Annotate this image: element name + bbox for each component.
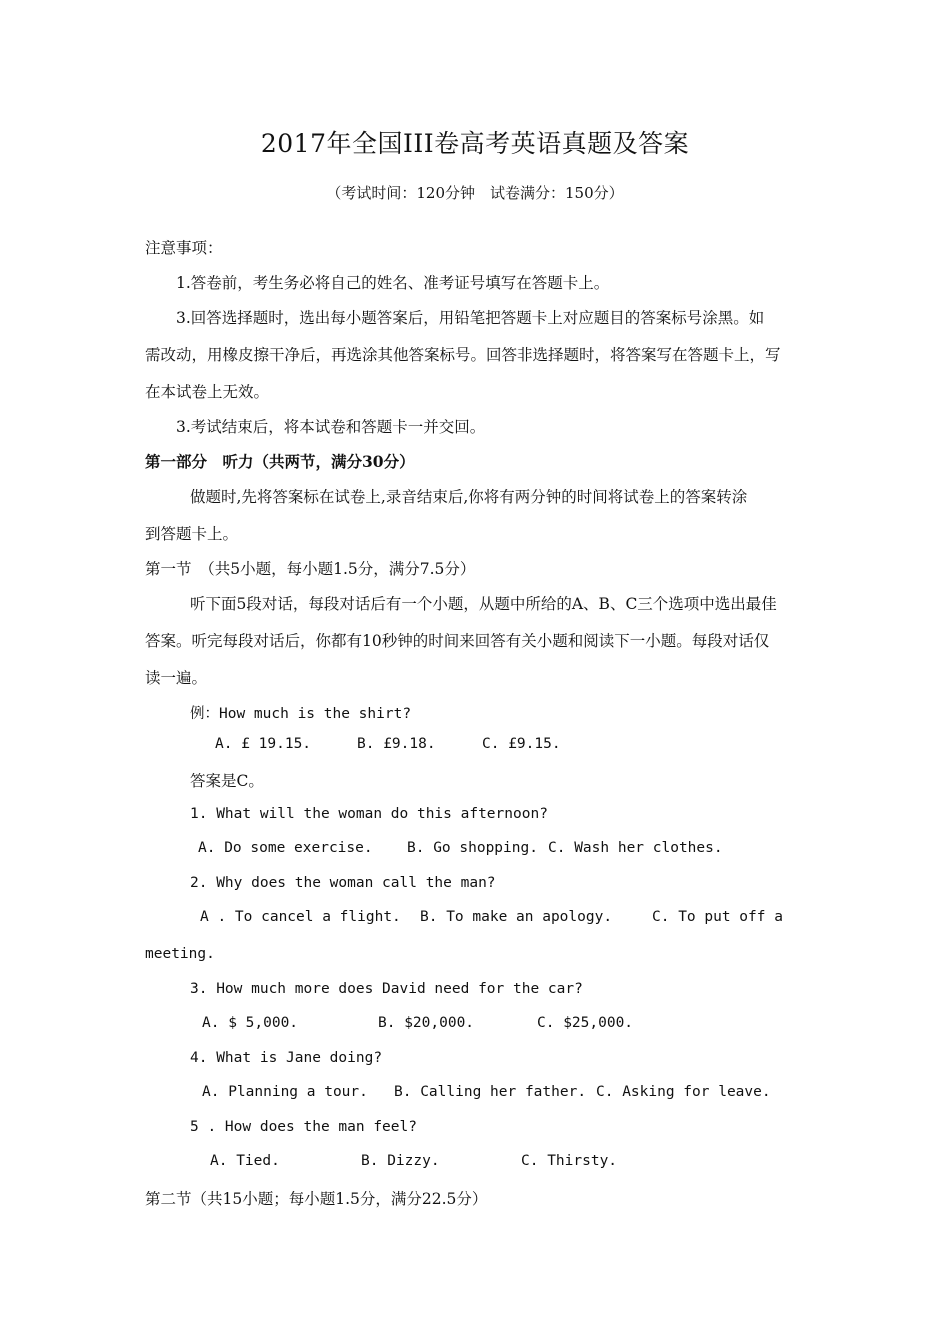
question-3-option-a: A. $ 5,000. [202, 1015, 299, 1031]
question-2-option-a: A . To cancel a flight. [200, 909, 401, 925]
example-option-b: B. £9.18. [357, 736, 436, 752]
question-1-option-a: A. Do some exercise. [198, 840, 373, 856]
question-2-options [0, 909, 950, 929]
question-5-options [0, 1153, 950, 1173]
question-3-option-b: B. $20,000. [378, 1015, 475, 1031]
question-4: 4. What is Jane doing? [190, 1050, 383, 1066]
question-5-option-b: B. Dizzy. [361, 1153, 440, 1169]
question-3-options [0, 1015, 950, 1035]
question-5-option-c: C. Thirsty. [521, 1153, 618, 1169]
question-2-option-b: B. To make an apology. [420, 909, 613, 925]
question-4-options [0, 1084, 950, 1104]
question-1-options [0, 840, 950, 860]
example-answer: 答案是C。 [190, 772, 264, 790]
example-option-a: A. £ 19.15. [215, 736, 312, 752]
question-3: 3. How much more does David need for the car? [190, 981, 583, 997]
question-1-option-b: B. Go shopping. [407, 840, 538, 856]
notice-heading: 注意事项： [145, 239, 223, 257]
notice-item-2-line-3: 在本试卷上无效。 [145, 383, 270, 401]
section1-heading: 第一节 （共5小题，每小题1.5分，满分7.5分） [145, 560, 476, 578]
section1-instructions-line-1: 听下面5段对话，每段对话后有一个小题，从题中所给的A、B、C三个选项中选出最佳 [190, 595, 777, 613]
notice-item-1: 1.答卷前，考生务必将自己的姓名、准考证号填写在答题卡上。 [176, 274, 610, 292]
part1-intro-line-1: 做题时,先将答案标在试卷上,录音结束后,你将有两分钟的时间将试卷上的答案转涂 [190, 488, 748, 506]
question-4-option-c: C. Asking for leave. [596, 1084, 771, 1100]
notice-item-3: 3.考试结束后，将本试卷和答题卡一并交回。 [176, 418, 486, 436]
question-4-option-a: A. Planning a tour. [202, 1084, 368, 1100]
question-2-option-c: C. To put off a [652, 909, 783, 925]
section2-heading: 第二节（共15小题；每小题1.5分，满分22.5分） [145, 1190, 488, 1208]
question-2-option-c-continued: meeting. [145, 946, 215, 962]
question-5: 5 . How does the man feel? [190, 1119, 417, 1135]
question-1-option-c: C. Wash her clothes. [548, 840, 723, 856]
notice-item-2-line-2: 需改动，用橡皮擦干净后，再选涂其他答案标号。回答非选择题时，将答案写在答题卡上，写 [145, 346, 781, 364]
example-option-c: C. £9.15. [482, 736, 561, 752]
question-1: 1. What will the woman do this afternoon? [190, 806, 548, 822]
question-5-option-a: A. Tied. [210, 1153, 280, 1169]
exam-time-subtitle: （考试时间：120分钟 试卷满分：150分） [326, 184, 624, 202]
page-title: 2017年全国III卷高考英语真题及答案 [260, 129, 690, 158]
question-4-option-b: B. Calling her father. [394, 1084, 587, 1100]
section1-instructions-line-2: 答案。听完每段对话后，你都有10秒钟的时间来回答有关小题和阅读下一小题。每段对话仅 [145, 632, 770, 650]
question-2: 2. Why does the woman call the man? [190, 875, 496, 891]
example-question: 例：How much is the shirt? [190, 706, 412, 722]
example-options [0, 736, 950, 756]
question-3-option-c: C. $25,000. [537, 1015, 634, 1031]
part1-heading: 第一部分 听力（共两节，满分30分） [145, 452, 415, 471]
section1-instructions-line-3: 读一遍。 [145, 669, 208, 687]
notice-item-2-line-1: 3.回答选择题时，选出每小题答案后，用铅笔把答题卡上对应题目的答案标号涂黑。如 [176, 309, 765, 327]
part1-intro-line-2: 到答题卡上。 [145, 525, 239, 543]
